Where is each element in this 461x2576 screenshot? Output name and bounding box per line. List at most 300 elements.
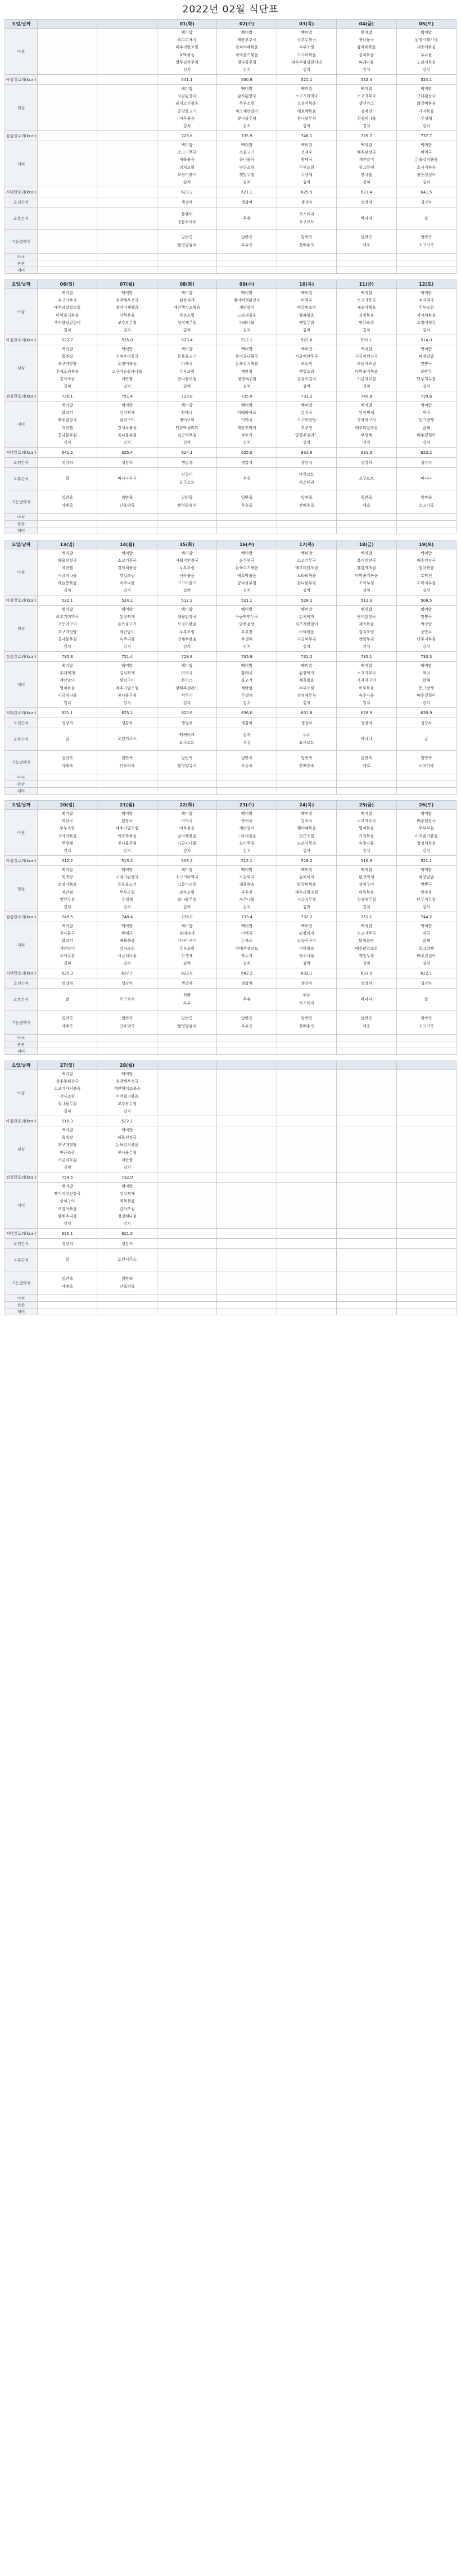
breakfast-cell: [277, 29, 336, 75]
functional-cell: [337, 1271, 396, 1295]
row-label: 야식: [5, 1035, 38, 1041]
menu-item: 미역줄기볶음: [235, 52, 259, 57]
lunch-cell: [157, 866, 216, 912]
lunch-cell: [337, 606, 396, 652]
breakfast-kcal-value: [396, 1116, 456, 1126]
menu-item: 순두부국: [239, 558, 255, 563]
menu-item: 백미밥: [421, 30, 432, 35]
menu-item: 동그랑땡: [359, 165, 374, 170]
week-table: [4, 800, 457, 1055]
menu-item: 양파볶음: [299, 313, 314, 318]
lunch-kcal-value: [337, 1172, 396, 1183]
menu-item: 고구마맛탕: [57, 362, 77, 367]
menu-item: 백미밥: [360, 290, 372, 295]
menu-item: 미역국: [241, 418, 253, 423]
row-label: 오후간식: [5, 989, 38, 1011]
night-snack-row: [5, 254, 457, 260]
menu-item: 소고기무국: [297, 558, 317, 563]
afternoon-snack-cell: [396, 207, 456, 230]
menu-item: 백미밥: [181, 811, 193, 816]
lunch-cell: [217, 85, 277, 131]
day-header: 18(금): [337, 540, 396, 549]
menu-item: 김치: [123, 440, 131, 445]
menu-item: 김치: [183, 328, 191, 333]
dinner-cell: [277, 141, 336, 187]
lunch-cell: [38, 606, 97, 652]
menu-item: 시금치무침: [356, 376, 376, 381]
lunch-kcal-row: [5, 912, 457, 922]
breakfast-row: [5, 810, 457, 856]
dinner-kcal-value: 625.1: [97, 708, 157, 718]
menu-item: 어묵볶음: [179, 573, 195, 578]
menu-item: 백미밥: [61, 663, 73, 668]
night-snack-row: [5, 1295, 457, 1302]
functional-cell: [157, 1271, 216, 1295]
menu-item: 무생채: [241, 637, 253, 642]
functional-cell: [97, 751, 157, 774]
menu-item: 된장찌개: [179, 297, 195, 303]
menu-item: 콩나물무침: [117, 693, 137, 698]
menu-item: 백미밥: [121, 811, 133, 816]
night-snack-value: [157, 1295, 216, 1302]
menu-item: 메추리알조림: [295, 890, 318, 895]
functional-cell: [277, 1011, 336, 1035]
menu-item: 계란찜: [61, 890, 73, 895]
menu-item: 김치: [422, 588, 431, 593]
lunch-kcal-value: 744.2: [396, 912, 456, 922]
night-snack-value: [396, 1035, 456, 1041]
menu-item: 감자조림: [179, 890, 195, 895]
day-header: 10(목): [277, 280, 336, 289]
functional-cell: [277, 751, 336, 774]
kwan-value: [277, 1302, 336, 1309]
menu-item: 김치: [123, 849, 131, 854]
dinner-cell: [97, 662, 157, 708]
night-snack-value: [157, 514, 216, 521]
menu-item: 김치: [302, 384, 311, 389]
menu-item: 백미밥: [61, 867, 73, 872]
menu-item: 두부조림: [418, 305, 434, 310]
row-label: 기능별약식: [5, 1011, 38, 1035]
menu-item: 백미밥: [121, 663, 133, 668]
night-snack-value: [337, 1295, 396, 1302]
functional-cell: [337, 1011, 396, 1035]
afternoon-snack-cell: [337, 728, 396, 751]
row-label: 아침: [5, 810, 38, 856]
menu-item: 귤: [65, 476, 70, 481]
menu-item: 김치: [123, 1221, 131, 1226]
jemeal-value: [277, 527, 336, 534]
menu-item: 배추된장국: [417, 558, 436, 563]
menu-item: 잡채: [422, 939, 431, 944]
row-label: 저녁: [5, 922, 38, 968]
day-header-row: [5, 20, 457, 29]
menu-item: 김치: [422, 180, 431, 185]
kwan-value: [277, 781, 336, 788]
dinner-kcal-value: 622.1: [396, 968, 456, 978]
breakfast-kcal-row: [5, 75, 457, 85]
menu-item: 김치: [302, 701, 311, 706]
menu-item: 김치: [183, 384, 191, 389]
lunch-cell: [217, 606, 277, 652]
row-label: 제미: [5, 788, 38, 795]
menu-item: 김치: [243, 961, 251, 966]
menu-item: 백미밥: [181, 86, 193, 91]
menu-item: 백미밥: [301, 86, 313, 91]
breakfast-cell: [396, 289, 456, 335]
day-header: 14(월): [97, 540, 157, 549]
functional-row: [5, 1271, 457, 1295]
row-label: 제미: [5, 527, 38, 534]
menu-item: 김치: [363, 328, 370, 333]
menu-item: 해물된장국: [177, 614, 197, 619]
breakfast-cell: [337, 1070, 396, 1116]
menu-item: 백미밥: [121, 867, 133, 872]
kwan-value: [396, 1302, 456, 1309]
menu-item: 오징어볶음: [57, 882, 77, 887]
menu-item: 호박전: [421, 573, 432, 578]
dinner-cell: [277, 662, 336, 708]
menu-item: 어묵볶음: [179, 116, 195, 121]
menu-item: 김치: [363, 180, 370, 185]
menu-item: 김치: [123, 1109, 131, 1114]
menu-item: 콩나물국: [359, 37, 374, 42]
menu-item: 김치: [302, 644, 311, 649]
day-header: 11(금): [337, 280, 396, 289]
dinner-cell: [97, 401, 157, 448]
menu-item: 카스테라: [299, 1000, 314, 1005]
afternoon-snack-cell: [38, 468, 97, 490]
lunch-kcal-value: [97, 131, 157, 141]
kwan-value: [217, 1302, 277, 1309]
menu-item: 어묵볶음: [299, 629, 314, 634]
menu-item: 돼지고기볶음: [175, 101, 198, 106]
dinner-kcal-value: 621.1: [217, 187, 277, 197]
menu-item: 군만두: [421, 629, 432, 634]
menu-item: 메추리알조림: [295, 566, 318, 571]
breakfast-kcal-row: [5, 856, 457, 866]
menu-item: 파래나물: [239, 320, 255, 325]
lunch-kcal-row: [5, 1172, 457, 1183]
menu-item: 콩나물무침: [237, 580, 256, 585]
jemeal-row: [5, 1309, 457, 1315]
jemeal-value: [97, 788, 157, 795]
lunch-cell: [337, 866, 396, 912]
menu-item: 멸치볶음: [359, 826, 374, 831]
dinner-kcal-value: [217, 1229, 277, 1239]
lunch-cell: [337, 85, 396, 131]
menu-item: 호박볶음: [179, 52, 195, 57]
menu-item: 오징어볶음: [177, 622, 197, 627]
menu-item: 돈육고기볶음: [235, 566, 259, 571]
row-label: 오전간식: [5, 718, 38, 728]
menu-item: 백미밥: [301, 30, 313, 35]
night-snack-value: [97, 514, 157, 521]
breakfast-kcal-value: 512.2: [157, 595, 216, 606]
menu-item: 고등어구이: [57, 622, 77, 627]
kwan-value: [337, 521, 396, 527]
jemeal-value: [157, 1048, 216, 1055]
breakfast-cell: [277, 289, 336, 335]
menu-item: 숙주나물: [119, 637, 135, 642]
jemeal-value: [337, 788, 396, 795]
menu-item: 북어계란국: [356, 558, 376, 563]
morning-snack-value: 생강차: [277, 718, 336, 728]
breakfast-kcal-value: [157, 1116, 216, 1126]
jemeal-value: [38, 1048, 97, 1055]
lunch-kcal-value: 729.8: [157, 391, 216, 401]
menu-item: 일반죽: [241, 235, 253, 240]
menu-item: 귤: [424, 736, 428, 741]
afternoon-snack-cell: [157, 468, 216, 490]
menu-item: 상추무볶국: [297, 37, 317, 42]
menu-item: 소고기죽: [418, 242, 434, 247]
jemeal-value: [217, 1048, 277, 1055]
morning-snack-value: 생강차: [277, 978, 336, 989]
lunch-cell: [277, 345, 336, 391]
dinner-cell: [337, 1183, 396, 1229]
dinner-cell: [97, 1183, 157, 1229]
menu-item: 김치볶음: [359, 52, 374, 57]
menu-item: 도라지무침: [297, 841, 317, 846]
breakfast-kcal-value: 522.6: [277, 335, 336, 345]
menu-item: 호박새우젓국: [115, 297, 139, 303]
menu-item: 김치: [183, 180, 191, 185]
lunch-cell: [337, 1126, 396, 1172]
lunch-kcal-value: 731.2: [277, 652, 336, 662]
menu-item: 오렌지주스: [117, 1257, 137, 1262]
menu-item: 김치: [123, 1165, 131, 1170]
menu-item: 계란말이: [239, 826, 255, 831]
night-snack-row: [5, 774, 457, 781]
lunch-kcal-value: 731.2: [277, 391, 336, 401]
menu-item: 플렌머: [181, 212, 193, 217]
menu-item: 두유: [302, 993, 311, 998]
breakfast-row: [5, 289, 457, 335]
dinner-cell: [97, 922, 157, 968]
menu-item: 김치: [183, 588, 191, 593]
day-header: [396, 1061, 456, 1070]
menu-item: 사골떡국: [239, 874, 255, 879]
menu-item: 어묵볶음: [179, 826, 195, 831]
menu-item: 소고기무국: [177, 150, 197, 155]
breakfast-cell: [157, 1070, 216, 1116]
dinner-cell: [217, 662, 277, 708]
menu-item: 우유: [183, 1000, 191, 1005]
dinner-kcal-row: [5, 187, 457, 197]
row-label: 점심칼로리(kcal): [5, 912, 38, 922]
menu-item: 백미밥: [360, 346, 372, 351]
menu-item: 훈제오리볶음: [56, 369, 79, 374]
menu-item: 동그랑땡: [418, 946, 434, 951]
lunch-kcal-value: 745.8: [337, 391, 396, 401]
menu-item: 두부조림: [179, 313, 195, 318]
menu-item: 돈육김치볶음: [414, 157, 438, 163]
menu-item: 콩나물국: [60, 931, 75, 936]
day-header: 17(목): [277, 540, 336, 549]
menu-item: 고구마순들깨나물: [112, 369, 143, 374]
menu-item: 황태국: [121, 931, 133, 936]
menu-item: 감자채볶음: [117, 566, 137, 571]
dinner-kcal-value: 621.1: [38, 708, 97, 718]
menu-item: 바나나: [360, 736, 372, 741]
menu-item: 군만두: [421, 369, 432, 374]
menu-item: 김치: [243, 180, 251, 185]
menu-item: 김치국: [301, 410, 313, 415]
menu-item: 된장시래기국: [414, 37, 438, 42]
jemeal-value: [157, 788, 216, 795]
kwan-value: [97, 781, 157, 788]
menu-item: 무생채: [121, 897, 133, 902]
menu-item: 무생채: [301, 172, 313, 177]
menu-item: 카레라이스: [237, 410, 256, 415]
dinner-kcal-row: [5, 1229, 457, 1239]
menu-item: 일반죽: [241, 1016, 253, 1021]
menu-item: 생선까스: [359, 101, 374, 106]
menu-item: 백미밥: [121, 607, 133, 612]
lunch-cell: [38, 1126, 97, 1172]
menu-item: 깻잎무침: [299, 320, 314, 325]
dinner-kcal-value: 625.1: [38, 1229, 97, 1239]
dinner-cell: [396, 1183, 456, 1229]
breakfast-cell: [97, 1070, 157, 1116]
afternoon-snack-cell: [38, 728, 97, 751]
dinner-kcal-value: 637.7: [97, 968, 157, 978]
jemeal-row: [5, 527, 457, 534]
menu-item: 깻잎무침: [239, 172, 255, 177]
menu-item: 단무지무침: [417, 897, 436, 902]
menu-item: 실곤약무침: [177, 432, 197, 437]
row-label: 점심칼로리(kcal): [5, 131, 38, 141]
dinner-kcal-value: [277, 1229, 336, 1239]
menu-item: 카스테라: [299, 480, 314, 485]
menu-item: 육개장: [61, 354, 73, 359]
menu-item: 멸치볶음: [60, 685, 75, 691]
menu-item: 야채죽: [61, 1284, 73, 1289]
morning-snack-value: 생강차: [337, 458, 396, 468]
menu-item: 김치: [63, 384, 71, 389]
row-label: 아침: [5, 29, 38, 75]
menu-item: 무생채: [360, 432, 372, 437]
functional-cell: [277, 1271, 336, 1295]
morning-snack-row: [5, 978, 457, 989]
night-snack-value: [157, 254, 216, 260]
lunch-kcal-value: 749.5: [38, 912, 97, 922]
menu-item: 떡국: [422, 931, 431, 936]
dinner-cell: [337, 401, 396, 448]
breakfast-cell: [38, 29, 97, 75]
afternoon-snack-cell: [38, 207, 97, 230]
menu-item: 백미밥: [181, 551, 193, 556]
row-label: 오후간식: [5, 1249, 38, 1271]
row-label: 아침칼로리(kcal): [5, 595, 38, 606]
lunch-row: [5, 345, 457, 391]
menu-item: 미역국: [181, 818, 193, 823]
menu-item: 깍두기: [181, 693, 193, 698]
row-label: 제미: [5, 1309, 38, 1315]
menu-item: 제육볶음: [119, 939, 135, 944]
dinner-kcal-value: [157, 1229, 216, 1239]
menu-item: 탕수육: [421, 890, 432, 895]
dinner-cell: [277, 1183, 336, 1229]
menu-item: 일반죽: [61, 495, 73, 500]
row-label: 저녁: [5, 1183, 38, 1229]
functional-cell: [396, 1011, 456, 1035]
menu-item: 김치: [63, 644, 71, 649]
menu-item: 백미밥: [241, 811, 253, 816]
row-label: 관관: [5, 260, 38, 267]
menu-item: 우유죽: [241, 242, 253, 247]
menu-item: 된장찌개: [299, 931, 314, 936]
menu-item: 계란햄치즈볶음: [114, 1086, 141, 1091]
menu-item: 김치: [363, 124, 370, 129]
menu-item: 연근조림: [239, 165, 255, 170]
lunch-kcal-value: 754.5: [38, 1172, 97, 1183]
menu-item: 돈까스: [241, 939, 253, 944]
dinner-cell: [217, 401, 277, 448]
menu-item: 건새우아욱국: [115, 354, 139, 359]
menu-item: 일반죽: [121, 756, 133, 761]
lunch-kcal-value: 735.1: [337, 652, 396, 662]
dinner-kcal-value: 621.5: [97, 1229, 157, 1239]
menu-item: 표고무채국: [177, 37, 197, 42]
menu-item: 백미밥: [121, 1071, 133, 1076]
breakfast-cell: [277, 1070, 336, 1116]
menu-item: 고등어조림: [177, 882, 197, 887]
menu-item: 백미밥: [241, 142, 253, 147]
menu-item: 짬뽕국: [421, 614, 432, 619]
menu-item: 김치: [363, 905, 370, 910]
morning-snack-value: 생강차: [217, 458, 277, 468]
menu-item: 두유: [302, 733, 311, 738]
row-label: 점심: [5, 1126, 38, 1172]
functional-cell: [217, 751, 277, 774]
jemeal-value: [97, 1048, 157, 1055]
breakfast-cell: [157, 289, 216, 335]
row-label: 오후간식: [5, 468, 38, 490]
dinner-kcal-value: 628.9: [337, 708, 396, 718]
menu-item: 잣배추죽: [299, 763, 314, 768]
menu-item: 백미밥: [61, 551, 73, 556]
kwan-value: [157, 1302, 216, 1309]
dinner-kcal-value: 631.8: [277, 708, 336, 718]
menu-item: 소고기가지볶음: [54, 1086, 81, 1091]
menu-item: 백미밥: [61, 403, 73, 408]
menu-item: 깍두기: [241, 953, 253, 958]
functional-cell: [157, 1011, 216, 1035]
functional-row: [5, 1011, 457, 1035]
day-header-row: [5, 540, 457, 549]
menu-item: 시래기된장국: [115, 874, 139, 879]
row-label: 기능별약식: [5, 230, 38, 254]
menu-item: 백미밥: [61, 290, 73, 295]
jemeal-value: [396, 788, 456, 795]
breakfast-cell: [157, 29, 216, 75]
menu-item: 어묵볶음: [299, 946, 314, 951]
night-snack-value: [277, 254, 336, 260]
menu-item: 백미밥: [241, 30, 253, 35]
functional-cell: [157, 230, 216, 254]
menu-item: 메추리알조림: [355, 425, 378, 430]
menu-item: 김치: [63, 1221, 71, 1226]
menu-item: 근대된장국: [417, 93, 436, 98]
menu-item: 카스테라: [299, 212, 314, 217]
menu-item: 시금치나물: [57, 573, 77, 578]
night-snack-value: [396, 774, 456, 781]
lunch-kcal-value: 748.4: [97, 912, 157, 922]
menu-item: 김치: [63, 1165, 71, 1170]
menu-item: 양배추나물: [57, 1213, 77, 1219]
